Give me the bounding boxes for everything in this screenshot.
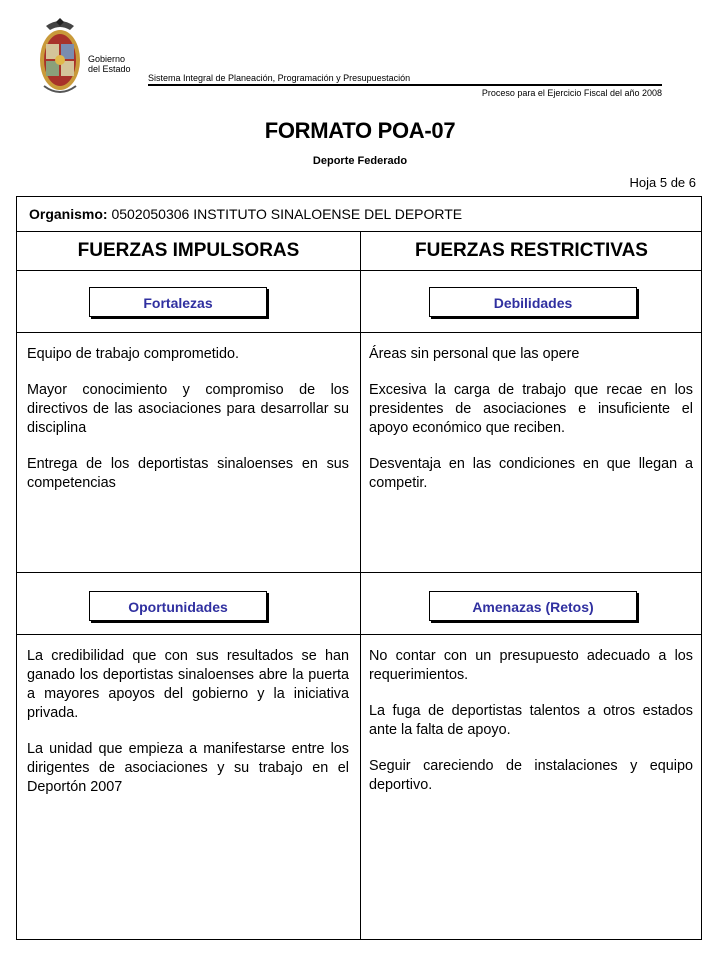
organismo-label: Organismo: [29, 206, 108, 222]
page-number: Hoja 5 de 6 [629, 175, 696, 190]
header-impulsoras: FUERZAS IMPULSORAS [77, 240, 300, 261]
label-row-1 [17, 271, 701, 333]
process-year: Proceso para el Ejercicio Fiscal del año 2008 [481, 88, 662, 98]
list-item: La unidad que empieza a manifestarse entre los dirigentes de asociaciones y su trabajo en el Deportón 2007 [27, 741, 349, 795]
column-divider [360, 635, 361, 939]
list-item: Desventaja en las condiciones en que llegan a competir. [369, 456, 693, 491]
list-item: Áreas sin personal que las opere [369, 346, 580, 362]
system-name: Sistema Integral de Planeación, Programación y Presupuestación [148, 73, 411, 83]
poa-table [16, 196, 702, 940]
content-row-1 [17, 333, 701, 573]
list-item: Seguir careciendo de instalaciones y equipo deportivo. [369, 758, 693, 793]
organismo-value: 0502050306 INSTITUTO SINALOENSE DEL DEPORTE [107, 206, 463, 222]
list-item: La credibilidad que con sus resultados se han ganado los deportistas sinaloenses abre la puerta a mayores apoyos del gobierno y la iniciativa privada. [27, 648, 349, 721]
state-seal-icon [36, 16, 84, 98]
label-row-2 [17, 573, 701, 635]
amenazas-tag: Amenazas (Retos) [429, 591, 637, 621]
column-divider [360, 271, 361, 333]
oportunidades-tag: Oportunidades [89, 591, 267, 621]
page-header [0, 0, 720, 200]
list-item: Excesiva la carga de trabajo que recae en los presidentes de asociaciones e insuficiente el apoyo económico que reciben. [369, 382, 693, 436]
header-restrictivas: FUERZAS RESTRICTIVAS [360, 232, 702, 270]
page-title: FORMATO POA-07 [264, 118, 456, 143]
amenazas-list [369, 647, 693, 812]
debilidades-tag: Debilidades [429, 287, 637, 317]
column-divider [360, 573, 361, 635]
oportunidades-list [27, 647, 349, 814]
list-item: La fuga de deportistas talentos a otros estados ante la falta de apoyo. [369, 703, 693, 738]
fortalezas-list [27, 345, 349, 510]
list-item: Entrega de los deportistas sinaloenses en sus competencias [27, 456, 349, 491]
debilidades-list [369, 345, 693, 510]
column-headers [17, 232, 701, 271]
gobierno-label: Gobierno del Estado [88, 54, 131, 74]
column-divider [360, 333, 361, 573]
page-subtitle: Deporte Federado [312, 155, 408, 167]
header-rule [148, 84, 662, 86]
fortalezas-tag: Fortalezas [89, 287, 267, 317]
list-item: Mayor conocimiento y compromiso de los directivos de las asociaciones para desarrollar su disciplina [27, 382, 349, 436]
list-item: No contar con un presupuesto adecuado a los requerimientos. [369, 648, 693, 683]
content-row-2 [17, 635, 701, 939]
list-item: Equipo de trabajo comprometido. [27, 346, 239, 362]
organismo-row [17, 197, 701, 232]
